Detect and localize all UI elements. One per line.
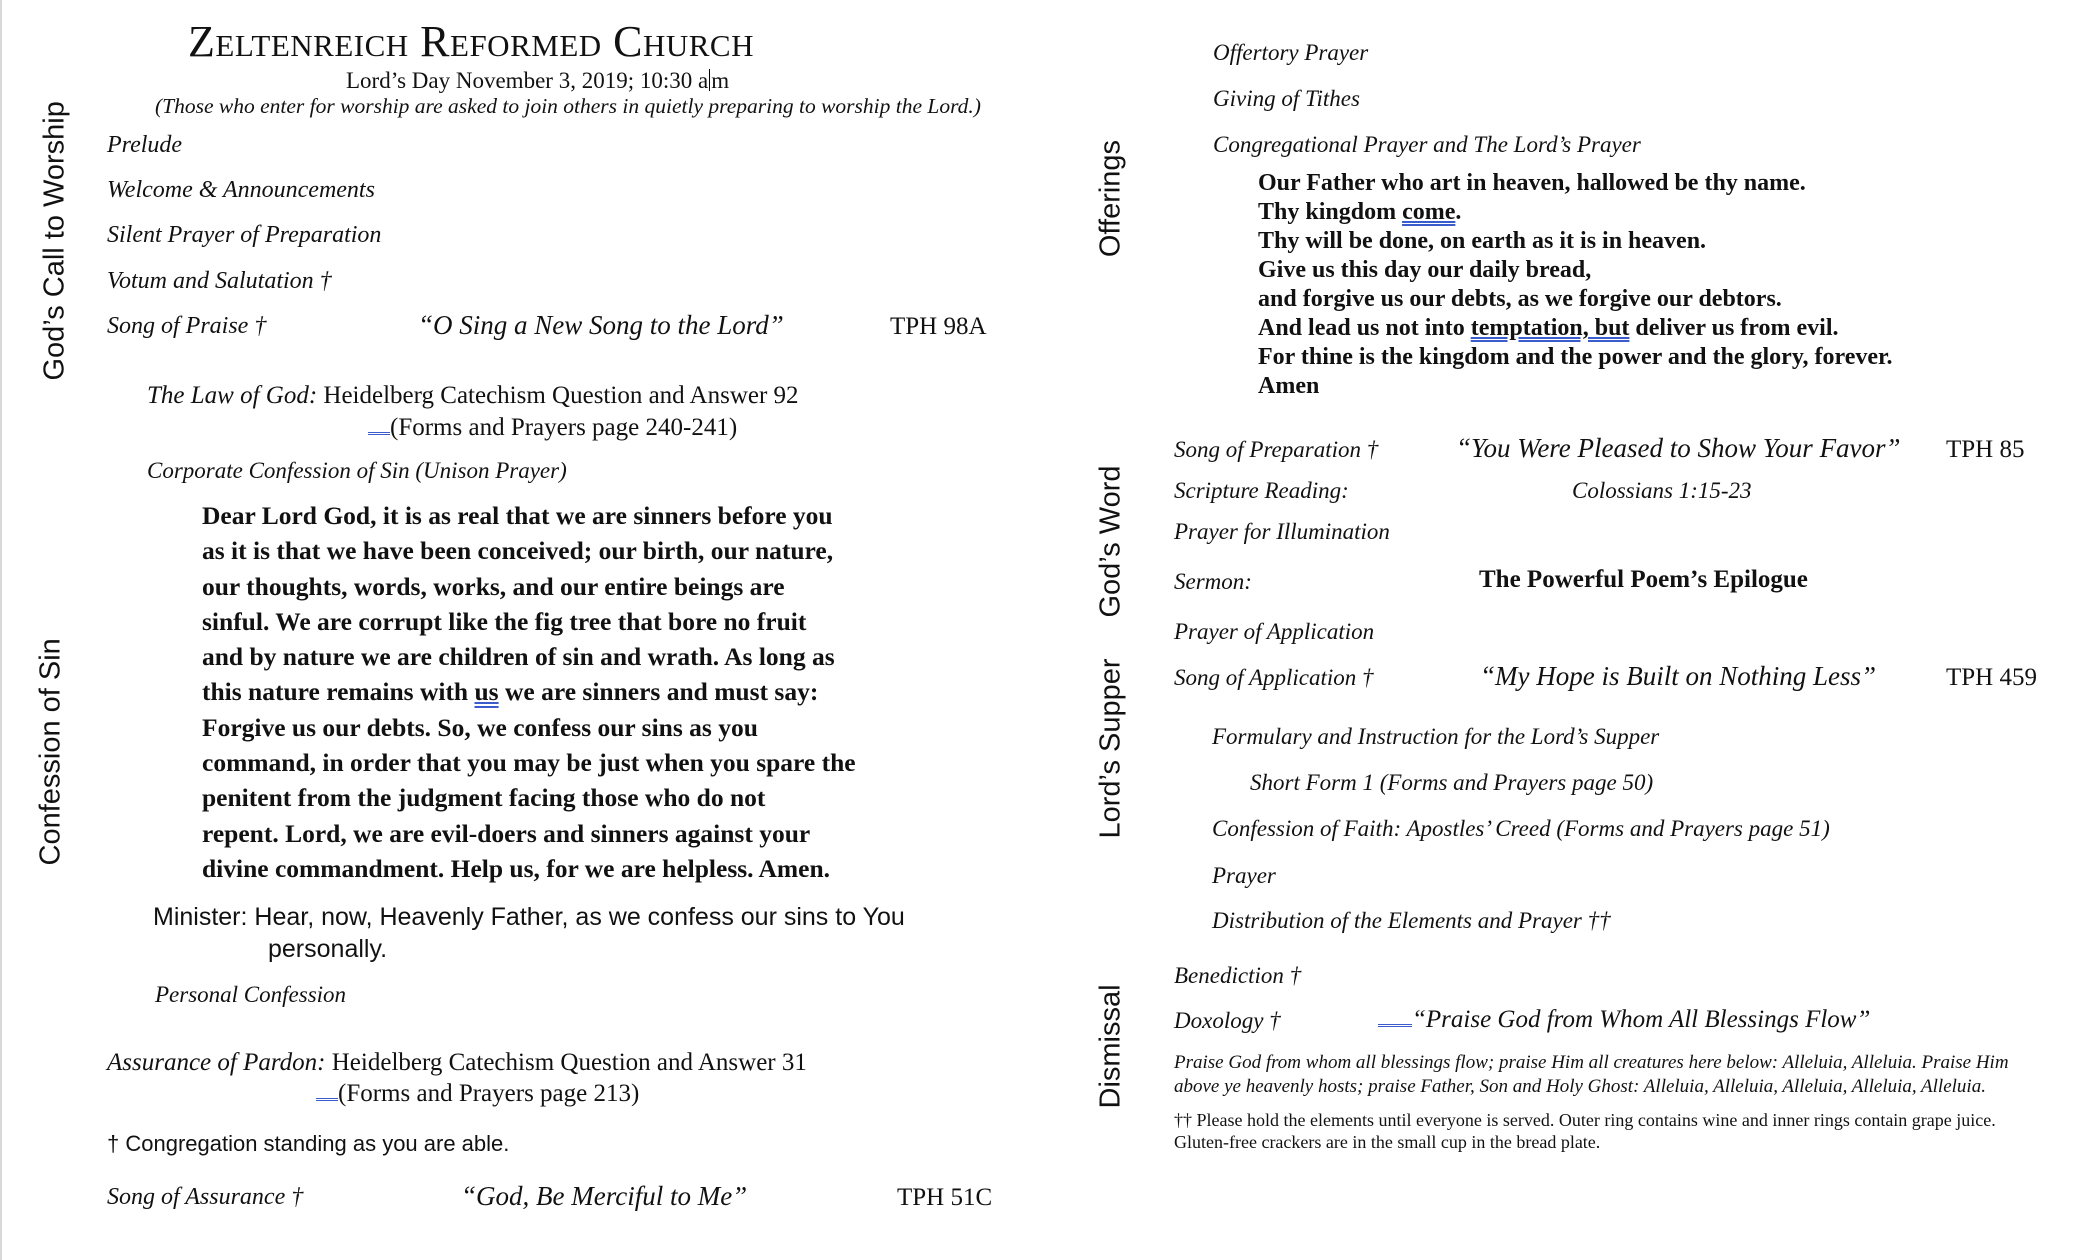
song-of-preparation-ref: TPH 85 xyxy=(1946,436,2025,463)
side-label-confession: Confession of Sin xyxy=(34,638,67,866)
doxology-label: Doxology † xyxy=(1174,1008,1281,1033)
sermon-label: Sermon: xyxy=(1174,569,1252,594)
confession-of-faith: Confession of Faith: Apostles’ Creed (Forms and Prayers page 51) xyxy=(1212,816,1830,841)
standing-note: † Congregation standing as you are able. xyxy=(107,1131,510,1156)
song-of-application-label: Song of Application † xyxy=(1174,665,1374,690)
doxology-title: “Praise God from Whom All Blessings Flow” xyxy=(1378,1004,1870,1034)
minister-line-2: personally. xyxy=(268,935,388,963)
song-of-assurance-ref: TPH 51C xyxy=(897,1184,993,1211)
prayer-of-application: Prayer of Application xyxy=(1174,619,1375,644)
side-label-call-to-worship: God’s Call to Worship xyxy=(38,101,71,381)
personal-confession: Personal Confession xyxy=(155,982,347,1007)
song-of-preparation-label: Song of Preparation † xyxy=(1174,437,1379,462)
doxology-text-2: above ye heavenly hosts; praise Father, Son and Holy Ghost: Alleluia, Alleluia, Alleluia, Alleluia, Alleluia. xyxy=(1174,1076,1986,1097)
prelude: Prelude xyxy=(107,132,183,158)
assurance-forms-ref: (Forms and Prayers page 213) xyxy=(316,1078,639,1108)
welcome-announcements: Welcome & Announcements xyxy=(107,177,375,203)
congregational-prayer: Congregational Prayer and The Lord’s Prayer xyxy=(1213,132,1641,157)
giving-of-tithes: Giving of Tithes xyxy=(1213,86,1360,111)
assurance-of-pardon: Assurance of Pardon: Heidelberg Catechism Question and Answer 31 xyxy=(107,1049,807,1076)
side-label-lords-supper: Lord’s Supper xyxy=(1094,658,1127,839)
song-of-preparation-title: “You Were Pleased to Show Your Favor” xyxy=(1456,433,1901,463)
doxology-text-1: Praise God from whom all blessings flow; praise Him all creatures here below: Alleluia, Alleluia. Praise Him xyxy=(1174,1052,2009,1073)
page-title: Zeltenreich Reformed Church xyxy=(188,17,755,66)
formulary: Formulary and Instruction for the Lord’s Supper xyxy=(1212,724,1660,749)
votum-salutation: Votum and Salutation † xyxy=(107,268,332,294)
footnote-line-1: †† Please hold the elements until everyone is served. Outer ring contains wine and inner rings contain grape juice. xyxy=(1174,1110,1996,1130)
song-of-application-ref: TPH 459 xyxy=(1946,664,2037,691)
scripture-reading-label: Scripture Reading: xyxy=(1174,478,1349,503)
lords-prayer: Our Father who art in heaven, hallowed be thy name. Thy kingdom come. Thy will be done, on earth as it is in heaven. Give us this day our daily bread, and forgive us our debts, as we forgive our debtors. And lead us not into temptation, but deliver us from evil. For thine is the kingdom and the power and the glory, forever. Amen xyxy=(1258,170,1893,399)
benediction: Benediction † xyxy=(1174,963,1302,988)
prayer-for-illumination: Prayer for Illumination xyxy=(1174,519,1390,544)
song-of-praise-ref: TPH 98A xyxy=(890,313,987,340)
scripture-reading-text: Colossians 1:15-23 xyxy=(1572,478,1752,503)
prayer-item: Prayer xyxy=(1212,863,1276,888)
song-of-praise-label: Song of Praise † xyxy=(107,313,267,339)
song-of-application-title: “My Hope is Built on Nothing Less” xyxy=(1480,661,1877,691)
song-of-praise-title: “O Sing a New Song to the Lord” xyxy=(418,310,784,340)
distribution: Distribution of the Elements and Prayer †† xyxy=(1212,908,1611,933)
hyperlink-marker xyxy=(316,1078,338,1101)
song-of-assurance-label: Song of Assurance † xyxy=(107,1184,304,1210)
sermon-title: The Powerful Poem’s Epilogue xyxy=(1479,566,1808,593)
side-label-dismissal: Dismissal xyxy=(1094,984,1127,1109)
hyperlink-marker xyxy=(368,412,390,435)
minister-line-1: Minister: Hear, now, Heavenly Father, as we confess our sins to You xyxy=(153,903,905,931)
worship-note: (Those who enter for worship are asked to join others in quietly preparing to worship the Lord.) xyxy=(155,94,981,118)
side-label-offerings: Offerings xyxy=(1094,139,1127,258)
offertory-prayer: Offertory Prayer xyxy=(1213,40,1369,65)
side-label-gods-word: God’s Word xyxy=(1094,465,1127,618)
corporate-confession-heading: Corporate Confession of Sin (Unison Prayer) xyxy=(147,458,567,483)
law-forms-ref: (Forms and Prayers page 240-241) xyxy=(368,412,737,442)
song-of-assurance-title: “God, Be Merciful to Me” xyxy=(461,1181,748,1211)
short-form: Short Form 1 (Forms and Prayers page 50) xyxy=(1250,770,1654,795)
confession-prayer: Dear Lord God, it is as real that we are sinners before you as it is that we have been conceived; our birth, our nature, our thoughts, words, works, and our entire beings are sinful. We are corrupt like the fig tree that bore no fruit and by nature we are children of sin and wrath. As long as this nature remains with us we are sinners and must say: Forgive us our debts. So, we confess our sins as you command, in order that you may be just when you spare the penitent from the judgment facing those who do not repent. Lord, we are evil-doers and sinners against your divine commandment. Help us, for we are helpless. Amen. xyxy=(202,501,856,883)
service-date: Lord’s Day November 3, 2019; 10:30 a m xyxy=(346,68,730,93)
silent-prayer: Silent Prayer of Preparation xyxy=(107,222,382,248)
footnote-line-2: Gluten-free crackers are in the small cup in the bread plate. xyxy=(1174,1132,1601,1152)
hyperlink-marker xyxy=(1378,1004,1412,1027)
page-edge-left xyxy=(0,0,2,1260)
law-of-god: The Law of God: Heidelberg Catechism Question and Answer 92 xyxy=(147,382,799,409)
